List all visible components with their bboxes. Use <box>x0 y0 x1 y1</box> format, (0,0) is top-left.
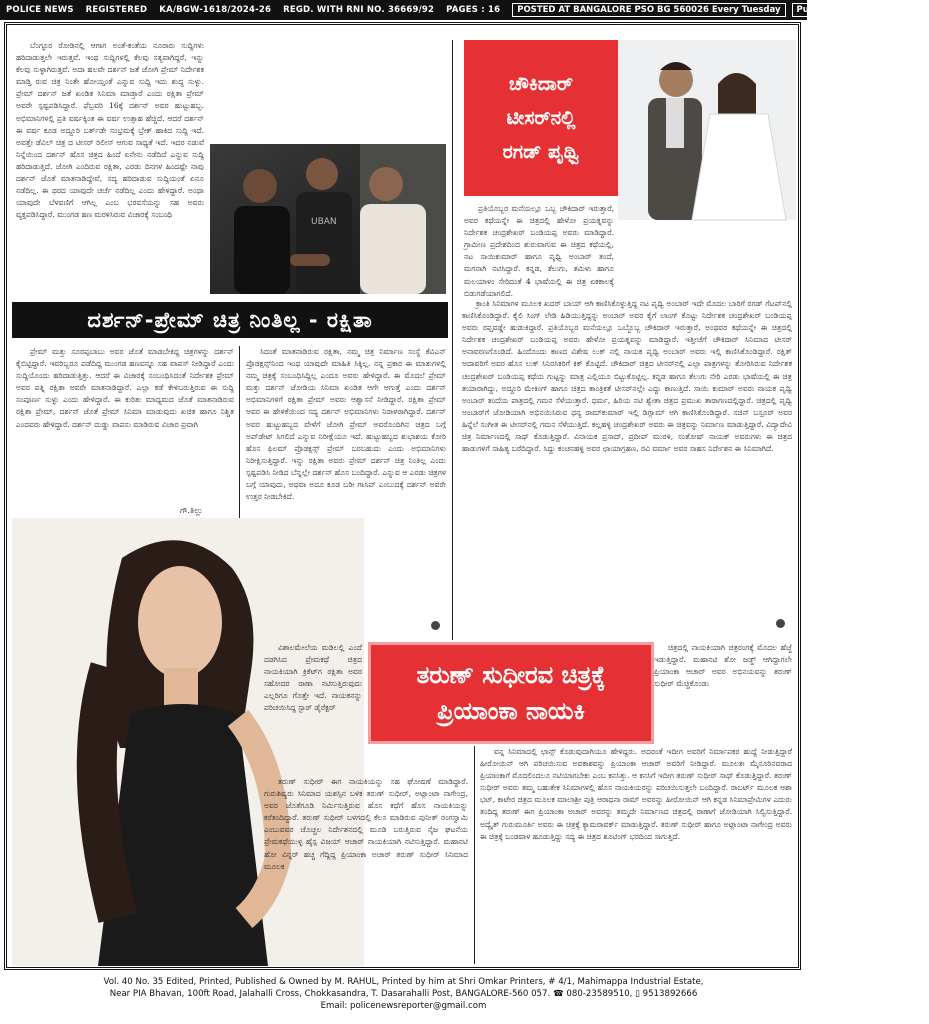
darshan-headline: ದರ್ಶನ್-ಪ್ರೇಮ್ ಚಿತ್ರ ನಿಂತಿಲ್ಲ - ರಕ್ಷಿತಾ <box>87 307 373 332</box>
top-left-article-body: ಬೆಂಗ್ಳೂರ ರೋಡಿನಲ್ಲಿ ಆಗಾಗ ಅಂತೆ-ಕಂತೆಯ ನೂರಾರು ಸುದ್ದಿಗಳು ಹರಿದಾಡುತ್ತಲೇ ಇರುತ್ತವೆ. ಇಂಥ ಸುದ್ದಿಗಳಲ್ಲಿ ಕೆಲವು ಸತ್ಯವಾಗಿದ್ದರೆ, ಇನ್ನು ಕೆಲವು ಸುಳ್ಳಾಗಿರುತ್ತವೆ. ಅದಾ ಹಲವೇ ದರ್ಶನ್ ಜತೆ ಜೋಗಿ ಪ್ರೇಮ್ ನಿರ್ದೇಶಕ ಮಾಡ್ತಿ ರುವ ಚಿತ್ರ ನಿಂತೇ ಹೋಯ್ತಂತೆ ಎನ್ನುವ ಸುದ್ದಿ ಇದು ಶುದ್ಧ ಸುಳ್ಳು. ಪ್ರೇಮ್ ದರ್ಶನ್ ಜತೆ ಖಂಡಿತ ಸಿನಿಮಾ ಮಾಡ್ತಾರೆ ಎಂದು ರಕ್ಷಿತಾ ಪ್ರೇಮ್ ಅವರೇ ಸ್ಪಷ್ಟಪಡಿಸಿದ್ದಾರೆ. ಫೆಬ್ರವರಿ 16ಕ್ಕೆ ದರ್ಶನ್ ಅವರ ಹುಟ್ಟುಹಬ್ಬ. ಅಭಿಮಾನಿಗಳಲ್ಲಿ ಪ್ರತಿ ವರ್ಷಕ್ಕಿಂತ ಈ ವರ್ಷ ಉತ್ಸಾಹ ಹೆಚ್ಚಿದೆ. ಆದರೆ ದರ್ಶನ್ ಈ ವರ್ಷ ಕೂಡ ಅದ್ದೂರಿ ಬರ್ತ್‌ಡೇ ಸಂಭ್ರಮಕ್ಕೆ ಬ್ರೇಕ್ ಹಾಕಿದ ಸುದ್ದಿ ಇದೆ. ಅವತ್ತೇ ಡೆವಿಲ್ ಚಿತ್ರ ದ ಟೀಸರ್ ರಿಲೀಸ್ ಆಗುವ ಸಾಧ್ಯತೆ ಇದೆ. ಇದರ ನಡುವೆ ನಿನ್ನೆಯಿಂದ ದರ್ಶನ್ ಹೊಸ ಚಿತ್ರದ ಹಿಂದೆ ಏನೇನು ನಡೆದಿದೆ ಎನ್ನುವ ಸುದ್ದಿ ಹರಿದಾಡುತ್ತಿದೆ. ಜೋಗಿ ಎಂದಿರುವ ರಕ್ಷಿತಾ, ಎರಡು ದಿನಗಳ ಹಿಂದಷ್ಟೇ ನಾವು ದರ್ಶನ್ ಜೊತೆ ಮಾತನಾಡಿದ್ದೇವೆ, ಸದ್ಯ ಹರಿದಾಡುವ ಸುದ್ದಿಯಂತೆ ಏನೂ ನಡೆದಿಲ್ಲ. ಈ ಥರದ ಯಾವುದೇ ಚರ್ಚೆ ನಡೆದಿಲ್ಲ ಎಂದು ಹೇಳಿದ್ದಾರೆ. ಅಂಥಾ ಯಾವುದೇ ಬೆಳವಣಿಗೆ ಆಗಿಲ್ಲ ಎಂಬ ಭರವಸೆಯನ್ನು ಸಹ ಅವರು ವ್ಯಕ್ತಪಡಿಸಿದ್ದಾರೆ. ಮುಂಗಡ ಹಣ ಮರಳಿಸಿರುವ ವಿಚಾರಕ್ಕೆ ಸಂಬಂಧಿ <box>16 41 204 220</box>
rni-number: REGD. WITH RNI NO. 36669/92 <box>283 5 435 15</box>
imprint-footer <box>0 976 807 1012</box>
svg-text:UBAN: UBAN <box>311 217 337 227</box>
chowkidar-end-mark <box>776 619 785 628</box>
darshan-col1-text: ಪ್ರೇಮ್ ಮತ್ತು ಸೂರಪ್ಪಬಾಬು ಅವರ ಜೊತೆ ಮಾಡಬೇಕಿದ್ದ ಚಿತ್ರಗಳನ್ನು ದರ್ಶನ್ ಕೈಬಿಟ್ಟಿದ್ದಾರೆ. ಇವರಿಬ್ಬರೂ ಪಡೆದಿದ್ದ ಮುಂಗಡ ಹಣವನ್ನೂ ಸಹ ವಾಪಸ್ ನೀಡಿದ್ದಾರೆ ಎಂದು ಸುದ್ದಿಯೊಂದು ಹರಿದಾಡುತ್ತಿತ್ತು. ಆದರೆ ಈ ವಿಚಾರಕ್ಕೆ ಸಂಬಂಧಿಸಿದಂತೆ ನಿರ್ದೇಶಕ ಪ್ರೇಮ್ ಅವರ ಪತ್ನಿ ರಕ್ಷಿತಾ ಅವರೇ ಮಾತನಾಡಿದ್ದಾರೆ. ಎಲ್ಲಾ ಕಡೆ ಕೇಳಿಬರುತ್ತಿರುವ ಈ ಸುದ್ದಿ ಸಂಪೂರ್ಣ ಸುಳ್ಳು ಎಂದು ಹೇಳಿದ್ದಾರೆ. ಈ ಕುರಿತು ಮಾಧ್ಯಮದ ಜೊತೆ ಮಾತನಾಡಿರುವ ರಕ್ಷಿತಾ ಪ್ರೇಮ್, ದರ್ಶನ್ ಜೊತೆ ಪ್ರೇಮ್ ಸಿನಿಮಾ ಮಾಡುವುದು ಖಚಿತ ಹಾಗೂ ನಿಶ್ಚಿತ ಎಂದವರು ಹೇಳಿದ್ದಾರೆ. ದರ್ಶನ್ ದುಡ್ಡು ವಾಪಸು ಮಾಡಿರುವ ವಿಚಾರ ಪ್ರವಾಗಿ <box>16 347 234 429</box>
tarun-headline <box>368 642 654 744</box>
chowkidar-body <box>462 298 792 614</box>
photo-group <box>210 144 446 294</box>
tarun-left-intro-text: ವಿಶಾಲಮೇಲೆಯ ಮಡಿಲಲ್ಲಿ ಎಂದೆ ದಡಗಿಸಿದ ಪ್ರೇಮಕಥೆ ಚಿತ್ರದ ನಾಯಕಿಯಾಗಿ ಕ್ರಿಕೆಟ್‌ಗ ರಕ್ಷಿತಾ ಅವರ ಸಹೋದರ ರಾಣಾ ನಟಿಸುತ್ತಿರುವುದು ಎಲ್ಲರಿಗೂ ಗೊತ್ತೇ ಇದೆ. ನಾಯಕನನ್ನು ಪರಿಚಯಿಸಿದ್ದ ಸ್ಟಾರ್ ಡೈರೆಕ್ಟರ್ <box>264 643 362 713</box>
tarun-headline-line2: ಪ್ರಿಯಾಂಕಾ ನಾಯಕಿ <box>437 697 585 725</box>
paper-name: POLICE NEWS <box>6 5 74 15</box>
darshan-signoff: ಗೌ.ತಿಲ್ಲು <box>180 506 203 515</box>
masthead <box>0 0 924 20</box>
chowkidar-headline-line2: ಟೀಸರ್‌ನಲ್ಲಿ <box>506 107 576 129</box>
imprint-line2 <box>0 988 807 1000</box>
couple-illustration <box>618 40 796 220</box>
mobile-icon: ▯ <box>635 989 640 999</box>
tarun-left-intro <box>264 642 362 772</box>
tarun-headline-line1: ತರುಣ್ ಸುಧೀರವ ಚಿತ್ರಕ್ಕೆ <box>416 661 606 689</box>
three-men-photo <box>210 144 446 294</box>
imprint-line1: Vol. 40 No. 35 Edited, Printed, Published & Owned by M. RAHUL, Printed by him at Shri Omkar Printers, # 4/1, Mahimappa Industrial Estate, <box>103 977 704 987</box>
imprint-address: Near PIA Bhavan, 100ft Road, Jalahalli Cross, Chokkasandra, T. Dasarahalli Post, BANGALORE-560 057. <box>109 989 551 999</box>
tarun-body-left-text: ತರುಣ್ ಸುಧೀರ್ ಈಗ ನಾಯಕಿಯನ್ನು ಸಹ ಘೋಷಣೆ ಮಾಡಿದ್ದಾರೆ. ಗುರುಶಿಷ್ಯರು ಸಿನಿಮಾದ ಯಶಸ್ಸಿನ ಬಳಿಕ ತರುಣ್ ಸುಧೀರ್, ಅಟ್ಲಾಂಟಾ ನಾಗೇಂದ್ರ, ಅವರ ಜೊತೆಗೂಡಿ ನಿರ್ಮಿಸುತ್ತಿರುವ ಹೊಸ ಕಥೆಗೆ ಹೊಸ ನಾಯಕಿಯನ್ನು ಕರೆತಂದಿದ್ದಾರೆ. ತರುಣ್ ಸುಧೀರ್ ಬಳಗದಲ್ಲಿ ಕೆಲಸ ಮಾಡಿರುವ ಪುನೀತ್ ರಂಗಸ್ವಾಮಿ ಎಂಬುವವರ ಚೊಚ್ಚಲ ನಿರ್ದೇಶನದಲ್ಲಿ ಮೂಡಿ ಬರುತ್ತಿರುವ ನೈಜ ಘಟನೆಯ ಪ್ರೇಮಕಥೆಯುಳ್ಳ ಹೈಸ್ಪ ವಿಜಯ್ ಆಚಾರ್ ನಾಯಕಿಯಾಗಿ ನಟಿಸುತ್ತಿದ್ದಾರೆ. ಮಹಾನಟಿ ಹೋ ವಿನ್ನರ್ ಹಚ್ಚ ಗೆದ್ದಿದ್ದ ಪ್ರಿಯಾಂಕಾ ಅಚಾರ್ ತರುಣ್ ಸುಧೀರ್ ಸಿನಿಮಾದ ಮೂಲಕ <box>264 777 468 871</box>
chowkidar-headline <box>464 40 618 196</box>
darshan-col1 <box>16 346 234 506</box>
phone-icon: ☎ <box>552 989 564 999</box>
darshan-col2-text: ಸಿದಂತೆ ಮಾತನಾಡಿರುವ ರಕ್ಷಿತಾ, ನಮ್ಮ ಚಿತ್ರ ನಿರ್ಮಾಣ ಸಂಸ್ಥೆ ಕೆವಿಎನ್ ಪ್ರೊಡಕ್ಷನ್ಸ್‌ನಿಂದ ಇಂಥ ಯಾವುದೇ ಮಾಹಿತಿ ಸಿಕ್ಕಿಲ್ಲ. ನನ್ನ ಪ್ರಕಾರ ಈ ಮಾತುಗಳಲ್ಲಿ ನಮ್ಮ ಚಿತ್ರಕ್ಕೆ ಸಂಬಂಧಿಸಿದ್ದಿಲ್ಲ ಎಂದೂ ಅವರು ಹೇಳಿದ್ದಾರೆ. ಈ ಮೊದಲೆ ಪ್ರೇಮ್ ಮತ್ತು ದರ್ಶನ್ ಜೋಡಿಯ ಸಿನಿಮಾ ಖಂಡಿತ ಆಗೇ ಆಗುತ್ತೆ ಎಂದು ದರ್ಶನ್ ಅಭಿಮಾನಿಗಳಿಗೆ ರಕ್ಷಿತಾ ಪ್ರೇಮ್ ಅವರು ಆಶ್ವಾಸನೆ ನೀಡಿದ್ದಾರೆ. ರಕ್ಷಿತಾ ಪ್ರೇಮ್ ಅವರ ಈ ಹೇಳಿಕೆಯಿಂದ ಸದ್ಯ ದರ್ಶನ್ ಅಭಿಮಾನಿಗಳು ನಿರಾಳರಾಗಿದ್ದಾರೆ. ದರ್ಶನ್ ಅವರ ಹುಟ್ಟುಹಬ್ಬದ ವೇಳೆಗೆ ಜೋಗಿ ಪ್ರೇಮ್ ಅವರೊಂದಿಗಿನ ಚಿತ್ರದ ಬಗ್ಗೆ ಅಪ್‌ಡೇಟ್ ಸಿಗಲಿದೆ ಎನ್ನುವ ನಿರೀಕ್ಷೆಯೂ ಇದೆ. ಹುಟ್ಟುಹಬ್ಬದ ಶುಭಾಶಯ ಕೋರಿ ಹೊಸ ಫಿಲಮ್ ಪ್ರೊಡಕ್ಷನ್ಸ್ ಪ್ರೇಮ್ ಬರಬಹುದು ಎಂದು ಅಭಿಮಾನಿಗಳು ನಿರೀಕ್ಷಿಸುತ್ತಿದ್ದಾರೆ. ಇನ್ನು ರಕ್ಷಿತಾ ಅವರು ಪ್ರೇಮ್ ದರ್ಶನ್ ಚಿತ್ರ ನಿಂತಿಲ್ಲ ಎಂದು ಸ್ಪಷ್ಟಪಡಿಸಿ ನೀಡಿದ ಬೆನ್ನಲ್ಲೇ ದರ್ಶನ್ ಹೊಸ ಬಂದಿದ್ದಾರೆ. ಎನ್ನುವ ಆ ಎರಡು ಚಿತ್ರಗಳ ಬಗ್ಗೆ ಯಾವುದು, ಅಥವಾ ಅದೂ ಕೂಡ ಬರೀ ಗಾಸಿಪ್ ಎಂಬುದಕ್ಕೆ ದರ್ಶನ್ ಅವರೇ ಉತ್ತರ ನೀಡಬೇಕಿದೆ. <box>246 347 446 502</box>
posted-info: POSTED AT BANGALORE PSO BG 560026 Every Tuesday <box>512 3 785 17</box>
couple-photo <box>618 40 796 220</box>
imprint-phone1: 080-23589510, <box>566 989 633 999</box>
darshan-end-mark <box>431 621 440 630</box>
tarun-right-intro-text: ಚಿತ್ರದಲ್ಲಿ ನಾಯಕಿಯಾಗಿ ಚಿತ್ರರಂಗಕ್ಕೆ ಮೊದಲ ಹೆಜ್ಜೆ ಇಡುತ್ತಿದ್ದಾರೆ. ಮಹಾನಟಿ ಶೋ ಜಡ್ಜ್ ಆಗಿದ್ದಾಗಲೇ ಪ್ರಿಯಾಂಕಾ ಆಚಾರ್ ಅವರ ಅಭಿನಯವನ್ನು ತರುಣ್ ಸುಧೀರ್ ಮೆಚ್ಚಿಕೊಂಡು <box>654 643 792 689</box>
chowkidar-body-text: ಕ್ರಾಂತಿ ಸಿನಿಮಾಗಳ ಮೂಲಕ ಖದರ್ ಬಾಯ್ ಆಗಿ ಕಾಣಿಸಿಕೊಳ್ಳುತ್ತಿದ್ದ ನಟ ಪೃಥ್ವಿ ಅಂಬಾರ್ ಇದೇ ಮೊದಲ ಬಾರಿಗೆ ರಗಡ್ ಗೆಟಪ್‌ನಲ್ಲಿ ಕಾಣಿಸಿಕೊಂಡಿದ್ದಾರೆ. ಕೈಲಿ ಸಿಂಗ್ ಲೇಡಿ ಹಿಡಿಯುತ್ತಿದ್ದನ್ನು ಅಂಬಾರ್ ಅವರ ಕೈಗೆ ಲಾಂಗ್ ಕೊಟ್ಟು ನಿರ್ದೇಶಕ ಚಂದ್ರಶೇಖರ್ ಬಂಡಿಯಪ್ಪ ಅವರು ರಫ್ತವಡ್ಡೇ ಹುಡುಕಿದ್ದಾರೆ. ಪ್ರತಿಯೊಬ್ಬರ ಮನೆಯಲ್ಲೂ ಒಬ್ಬೊಬ್ಬ ಚೌಕಿದಾರ್ ಇರುತ್ತಾರೆ, ಅಂಥವರ ಕಥೆಯನ್ನೇ ಈ ಚಿತ್ರದಲ್ಲಿ ನಿರ್ದೇಶಕ ಚಂದ್ರಶೇಖರ್ ಬಂಡಿಯಪ್ಪ ಅವರು ಹೇಳೋ ಪ್ರಯತ್ನವನ್ನು ಮಾಡಿದ್ದಾರೆ. ಇತ್ತೀಚೆಗೆ ಚೌಕಿದಾರ್ ಸಿನಿಮಾದ ಟೀಸರ್ ಅನಾವರಣಗೊಂಡಿದೆ. ಹಿಂದೊಂದು ಕಾಣದ ವಿಶೇಷ ಲುಕ್ ನಲ್ಲಿ ನಾಯಕ ಪೃಥ್ವಿ ಅಂಬಾರ್ ಅವರು ಇಲ್ಲಿ ಕಾಣಿಸಿಕೊಂಡಿದ್ದಾರೆ. ರಕ್ಷಿತ್ ಅದಾವರಿಗೆ ಅವರ ಹೊಸ ಲುಕ್ ಸಿನಿರಸಿಕರಿಗೆ ಕಿಕ್ ಕೊಟ್ಟಿದೆ. ಚೌಕಿದಾರ್ ಚಿತ್ರದ ಟೀಸರ್‌ನಲ್ಲಿ ಎಲ್ಲಾ ಪಾತ್ರಗಳನ್ನು ತೋರಿಸಿರುವ ನಿರ್ದೇಶಕ ಚಂದ್ರಶೇಖರ್ ಬಂಡಿಯಪ್ಪ ಕಥೆಯ ಗುಟ್ಟನ್ನು ಮಾತ್ರ ಎಲ್ಲಿಯೂ ಬಿಟ್ಟುಕೊಟ್ಟಿಲ್ಲ. ಕನ್ನಡ ಹಾಗೂ ತೆಲುಗು ನೇರಿ ಎರಡು ಭಾಷೆಯಲ್ಲಿ ಈ ಚಿತ್ರ ತಯಾರಾಗಿದ್ದು, ಅದ್ದೂರಿ ಮೇಕಿಂಗ್ ಹಾಗೂ ಚಿತ್ರದ ತಾಂತ್ರಿಕತೆ ಟೀಸರ್‌ನಲ್ಲೇ ಎದ್ದು ಕಾಣುತ್ತಿದೆ. ಸಾಯಿ ಕುಮಾರ್ ಅವರು ನಾಯಕ ಪೃಥ್ವಿ ಅಂಬಾರ್ ತಂದೆಯ ಪಾತ್ರದಲ್ಲಿ ಗಮನ ಸೆಳೆಯುತ್ತಾರೆ. ಧರ್ಮ, ಹಿರಿಯ ನಟಿ ಶ್ವೇತಾ ಚಿತ್ರದ ಪ್ರಮುಖ ತಾರಾಗಣದಲ್ಲಿದ್ದಾರೆ. ಚಿತ್ರದಲ್ಲಿ ಪೃಥ್ವಿ ಅಂಬಾರ್‌ಗೆ ಜೋಡಿಯಾಗಿ ಅಭಿನಯಿಸಿರುವ ಧನ್ಯ ರಾಮ್‌ಕುಮಾರ್ ಇಲ್ಲಿ ಡಿಗ್ಲಾಮ್ ಆಗಿ ಕಾಣಿಸಿಕೊಂಡಿದ್ದಾರೆ. ಸಚಿನ್ ಬಸ್ರೂರ್ ಅವರ ಹಿನ್ನೆಲೆ ಸಂಗೀತ ಈ ಟೀಸರ್‌ನಲ್ಲಿ ಗಮನ ಸೆಳೆಯುತ್ತಿದೆ. ಕಲ್ಲಹಳ್ಳಿ ಚಂದ್ರಶೇಖರ್ ಅವರು ಈ ಚಿತ್ರವನ್ನು ನಿರ್ಮಾಣ ಮಾಡುತ್ತಿದ್ದಾರೆ. ವಿದ್ಯಾದೇವಿ ಚಿತ್ರ ನಿರ್ಮಾಣದಲ್ಲಿ ಸಾಥ್ ಕೊಡುತ್ತಿದ್ದಾರೆ. ವಿನಾಯಕ ಪ್ರಸಾದ್, ಪ್ರದೀಪ್ ಮುರಳಿ, ಸಂತೋಷ್ ನಾಯಕ್ ಅವರುಗಳು ಈ ಚಿತ್ರದ ಹಾಡುಗಳಿಗೆ ಸಾಹಿತ್ಯ ಬರೆದಿದ್ದಾರೆ. ಸಿದ್ದು ಕಂಚನಹಳ್ಳಿ ಅವರ ಛಾಯಾಗ್ರಹಣ, ರವಿ ವರ್ಮಾ ಅವರ ಸಾಹಸ ನಿರ್ದೇಶನ ಈ ಸಿನಿಮಾಗಿದೆ. <box>462 299 793 454</box>
imprint-phone2: 9513892666 <box>642 989 698 999</box>
reg-code: KA/BGW-1618/2024-26 <box>159 5 272 15</box>
chowkidar-lead-text: ಪ್ರತಿಯೊಬ್ಬರ ಮನೆಯಲ್ಲೂ ಒಬ್ಬ ಚೌಕಿದಾರ್ ಇರುತ್ತಾರೆ, ಅವರ ಕಥೆಯನ್ನೇ ಈ ಚಿತ್ರದಲ್ಲಿ ಹೇಳೋ ಪ್ರಯತ್ನವನ್ನು ನಿರ್ದೇಶಕ ಚಂದ್ರಶೇಖರ್ ಬಂಡಿಯಪ್ಪ ಅವರು ಮಾಡಿದ್ದಾರೆ. ಗ್ರಾಮೀಣ ಪ್ರದೇಶದಿಂದ ಶುರುವಾಗುವ ಈ ಚಿತ್ರದ ಕಥೆಯಲ್ಲಿ, ನಟ ಸಾಯಿಕುಮಾರ್ ಹಾಗೂ ಪೃಥ್ವಿ ಅಂಬಾರ್ ತಂದೆ, ಮಗನಾಗಿ ನಟಿಸಿದ್ದಾರೆ. ಕನ್ನಡ, ತೆಲುಗು, ತಮಿಳು ಹಾಗೂ ಮಲಯಾಳಂ ಸೇರಿದಂತೆ 4 ಭಾಷೆಯಲ್ಲಿ ಈ ಚಿತ್ರ ಏಕಕಾಲಕ್ಕೆ ಬಿಡುಗಡೆಯಾಗಲಿದೆ. <box>464 204 614 298</box>
darshan-headline-banner <box>12 302 448 338</box>
chowkidar-headline-line3: ರಗಡ್ ಪೃಥ್ವಿ <box>502 141 580 163</box>
tarun-body-right <box>480 746 792 964</box>
page-count: PAGES : 16 <box>446 5 501 15</box>
publishing-date: Publishing Date : 2.2.2025 <box>792 3 929 17</box>
chowkidar-lead <box>464 203 614 298</box>
top-left-article <box>16 40 446 296</box>
registered-label: REGISTERED <box>85 5 148 15</box>
column-rule <box>452 40 453 640</box>
tarun-body-left <box>264 776 468 964</box>
imprint-email: Email: policenewsreporter@gmail.com <box>320 1001 487 1011</box>
chowkidar-headline-line1: ಚೌಕಿದಾರ್ <box>508 73 574 95</box>
tarun-right-intro <box>654 642 792 742</box>
tarun-body-right-text: ವನ್ನ ಸಿನಿಮಾದಲ್ಲಿ ಛಾನ್ಸ್ ಕೊಡುವುದಾಗಿಯೂ ಹೇಳಿದ್ದರು. ಅದರಂತೆ ಇದೀಗ ಅವರಿಗೆ ನಿರ್ಮಾಪಕರ ಹುದ್ದೆ ನೀಡುತ್ತಿದ್ದಾರೆ ಹೀರೋಯಿನ್ ಆಗಿ ಪರಿಚಯಿಸುವ ಅವಕಾಶವನ್ನು ಪ್ರಿಯಾಂಕಾ ಆಚಾರ್ ಅವರಿಗೆ ನೀಡಿದ್ದಾರೆ. ಮೂಲತಃ ಮೈಸೂರಿನವರಾದ ಪ್ರಿಯಾಂಕಾಗೆ ಮೊದಲಿಂದಲೂ ನಟಿಯಾಗಬೇಕು ಎಂಬ ಕನಸಿತ್ತು. ಆ ಕನಸಿಗೆ ಇದೀಗ ತರುಣ್ ಸುಧೀರ್ ಸಾಥ್ ಕೊಡುತ್ತಿದ್ದಾರೆ. ತರುಣ್ ಸುಧೀರ್ ಅವರು ತಮ್ಮ ಬಹುತೇಕ ಸಿನಿಮಾಗಳಲ್ಲಿ ಹೊಸ ನಾಯಕಿಯರನ್ನು ಪರಿಚಯಿಸುತ್ತಲೇ ಬಂದಿದ್ದಾರೆ. ರಾಬರ್ಟ್ ಮೂಲಕ ಆಶಾ ಭಟ್, ಕಾಟೇರ ಚಿತ್ರದ ಮೂಲಕ ಮಾಲಾಶ್ರೀ ಪುತ್ರಿ ಆರಾಧನಾ ರಾಮ್ ಅವರನ್ನು ಹೀರೋಯಿನ್ ಆಗಿ ಕನ್ನಡ ಸಿನಿಮಾಪ್ರೇಮಿಗಳ ಎದುರು ತಂದಿದ್ದ ತರುಣ್ ಈಗ ಪ್ರಿಯಾಂಕಾ ಅಚಾರ್ ಅವರನ್ನು ತಮ್ಮದೇ ನಿರ್ಮಾಣದ ಚಿತ್ರದಲ್ಲಿ ರಾಣಾಗೆ ಜೋಡಿಯಾಗಿ ಸಿಲ್ವಿಸುತ್ತಿದ್ದಾರೆ. ಅದ್ವೈತ್ ಗುರುಮೂರ್ತಿ ಅವರು ಈ ಚಿತ್ರಕ್ಕೆ ಕ್ಯಾಮರಾವರ್ಕ್ ಮಾಡುತ್ತಿದ್ದಾರೆ. ತರುಣ್ ಸುಧೀರ್ ಹಾಗೂ ಅಟ್ಲಾಂಟಾ ನಾಗೇಂದ್ರ ಅವರು ಈ ಚಿತ್ರಕ್ಕೆ ಬಂಡವಾಳ ಹೂಡುತ್ತಿದ್ದು ಸದ್ಯ ಈ ಚಿತ್ರದ ಶೂಟಿಂಗ್ ಭರದಿಂದ ಸಾಗುತ್ತಿದೆ. <box>480 747 792 841</box>
tarun-col-rule <box>474 746 475 964</box>
